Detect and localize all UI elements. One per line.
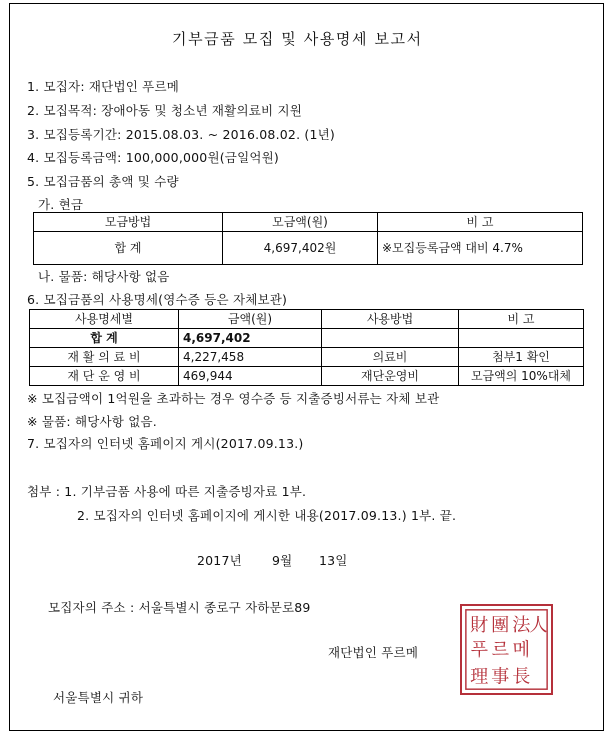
seal-char: 長 (512, 666, 531, 688)
table-cell: 합 계 (30, 329, 179, 348)
seal-char: 財 (470, 614, 489, 636)
table-header-cell: 금액(원) (179, 310, 322, 329)
table-cell: 재 활 의 료 비 (30, 348, 179, 367)
seal-char: 르 (491, 639, 510, 661)
cash-table (33, 212, 583, 265)
recipient: 서울특별시 귀하 (53, 690, 144, 705)
document-title: 기부금품 모집 및 사용명세 보고서 (172, 30, 423, 48)
table-cell (459, 329, 584, 348)
item-period: 3. 모집등록기간: 2015.08.03. ~ 2016.08.02. (1년) (27, 127, 335, 142)
table-header-cell: 모금방법 (34, 213, 223, 232)
item-internet-posting: 7. 모집자의 인터넷 홈페이지 게시(2017.09.13.) (27, 436, 304, 451)
table-row (30, 329, 584, 348)
usage-heading: 6. 모집금품의 사용명세(영수증 등은 자체보관) (27, 292, 288, 307)
table-header-row (30, 310, 584, 329)
seal-graphic (462, 606, 551, 693)
item-organizer: 1. 모집자: 재단법인 푸르메 (27, 79, 180, 94)
goods-label: 나. 물품: 해당사항 없음 (38, 269, 170, 284)
table-row (30, 348, 584, 367)
table-header-row (34, 213, 583, 232)
date-month: 9월 (272, 553, 293, 568)
official-seal (460, 604, 553, 695)
table-header-cell: 사용방법 (322, 310, 459, 329)
attachment-2: 2. 모집자의 인터넷 홈페이지에 게시한 내용(2017.09.13.) 1부. 끝. (77, 508, 457, 523)
table-cell: 4,697,402 (179, 329, 322, 348)
table-cell: 모금액의 10%대체 (459, 367, 584, 386)
table-cell: 재 단 운 영 비 (30, 367, 179, 386)
usage-table (29, 309, 584, 386)
table-row (30, 367, 584, 386)
table-cell: 4,227,458 (179, 348, 322, 367)
report-document (9, 3, 604, 731)
seal-char: 메 (512, 639, 531, 661)
date-day: 13일 (319, 553, 348, 568)
seal-char: 푸 (470, 639, 489, 661)
date-year: 2017년 (197, 553, 242, 568)
table-header-cell: 모금액(원) (223, 213, 378, 232)
table-cell: 첨부1 확인 (459, 348, 584, 367)
table-cell: ※모집등록금액 대비 4.7% (378, 232, 583, 265)
organizer-address: 모집자의 주소 : 서울특별시 종로구 자하문로89 (48, 600, 311, 615)
cash-label: 가. 현금 (38, 197, 84, 212)
table-cell: 4,697,402원 (223, 232, 378, 265)
table-cell: 의료비 (322, 348, 459, 367)
table-cell: 469,944 (179, 367, 322, 386)
table-header-cell: 비 고 (378, 213, 583, 232)
organization-name: 재단법인 푸르메 (328, 645, 419, 660)
table-header-cell: 사용명세별 (30, 310, 179, 329)
item-amount: 4. 모집등록금액: 100,000,000원(금일억원) (27, 150, 279, 165)
table-header-cell: 비 고 (459, 310, 584, 329)
note-goods: ※ 물품: 해당사항 없음. (27, 414, 157, 429)
seal-char: 團 (491, 614, 510, 636)
seal-char: 理 (470, 666, 489, 688)
item-purpose: 2. 모집목적: 장애아동 및 청소년 재활의료비 지원 (27, 103, 303, 118)
attachment-1: 첨부 : 1. 기부금품 사용에 따른 지출증빙자료 1부. (27, 484, 307, 499)
table-row (34, 232, 583, 265)
seal-char: 法 (512, 614, 531, 636)
note-receipts: ※ 모집금액이 1억원을 초과하는 경우 영수증 등 지출증빙서류는 자체 보관 (27, 391, 440, 406)
table-cell (322, 329, 459, 348)
table-cell: 재단운영비 (322, 367, 459, 386)
seal-char: 人 (529, 614, 548, 636)
table-cell: 합 계 (34, 232, 223, 265)
seal-char: 事 (491, 666, 510, 688)
item-total-heading: 5. 모집금품의 총액 및 수량 (27, 174, 179, 189)
